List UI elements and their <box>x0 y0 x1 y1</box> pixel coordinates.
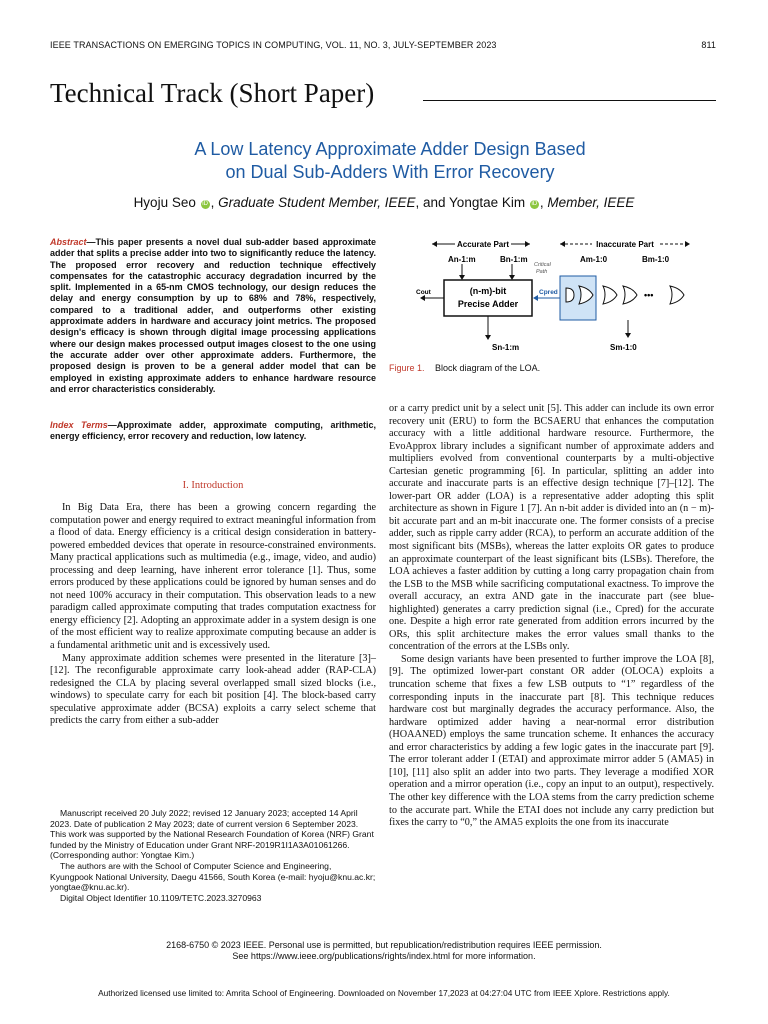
precise-adder-line2: Precise Adder <box>457 299 519 309</box>
footnote-affiliation: The authors are with the School of Computer Science and Engineering, Kyungpook National University, Daegu 41566, South Korea (e-mail: hyoju@knu.ac.kr; yongtae@knu.ac.kr). <box>50 860 376 893</box>
paper-title <box>60 138 720 184</box>
author-line: Hyoju Seo iD , Graduate Student Member, IEEE, and Yongtae Kim iD , Member, IEEE <box>133 195 635 210</box>
footnote-manuscript: Manuscript received 20 July 2022; revised 12 January 2023; accepted 14 April 2023. Date of publication 2 May 2023; date of current version 6 September 2023. This work was supported by the National Research Foundation of Korea (NRF) Grant funded by the Ministry of Education under Grant NRF-2019R1I1A3A01061266. (Corresponding author: Yongtae Kim.) <box>50 808 374 861</box>
figure-number: Figure 1. <box>389 363 425 373</box>
cout-label: Cout <box>416 289 431 296</box>
paragraph: In Big Data Era, there has been a growing concern regarding the computation power and energy required to extract meaningful information from a flood of data. Energy efficiency is a critical design consideration in battery-powered embedded devices that operate in resource-constrained environments. Many practical applications such as multimedia (e.g., image, video, and audio) processing and deep learning, have inherent error tolerance [1]. Thus, some errors produced by these applications could be ignored by human senses and do not need 100% accuracy in their computation. This observation leads to a new paradigm called approximate computing that trades computation exactness for energy efficiency [2]. Adopting an approximate adder in a system design is one of the most efficient way to realize approximate computing because an adder is a fundamental arithmetic unit and is excessively used. <box>50 502 376 652</box>
license-notice: Authorized licensed use limited to: Amrita School of Engineering. Downloaded on November 17,2023 at 04:27:04 UTC from IEEE Xplore. Restrictions apply. <box>98 988 670 998</box>
title-line-1: A Low Latency Approximate Adder Design Based <box>194 139 586 159</box>
input-a-low: Am-1:0 <box>580 255 608 264</box>
author-2-name: Yongtae Kim <box>449 195 526 210</box>
author-2-role: Member, IEEE <box>547 195 635 210</box>
or-gate-icon <box>623 286 637 304</box>
journal-name: IEEE TRANSACTIONS ON EMERGING TOPICS IN COMPUTING, VOL. 11, NO. 3, JULY-SEPTEMBER 2023 <box>50 40 497 50</box>
paragraph: Many approximate addition schemes were presented in the literature [3]–[12]. The reconfigurable approximate carry look-ahead adder (RAP-CLA) redesigned the CLA by placing several overlapped small sized blocks (i.e., windows) to speculate carry for each bit position [4]. The block-based carry speculative approximate adder (BCSA) exploits a carry select scheme that predicts the carry from either a sub-adder <box>50 652 376 727</box>
orcid-icon[interactable]: iD <box>202 201 208 207</box>
orcid-icon[interactable]: iD <box>531 201 538 207</box>
section-heading: I. Introduction <box>182 480 244 491</box>
and-gate-icon <box>566 288 574 302</box>
input-b-high: Bn-1:m <box>500 255 528 264</box>
path-label: Path <box>536 269 548 275</box>
track-rule <box>423 100 716 101</box>
output-s-high: Sn-1:m <box>492 343 520 352</box>
critical-label: Critical <box>534 262 551 268</box>
accurate-part-label: Accurate Part <box>456 240 510 249</box>
abstract-label: Abstract <box>50 237 87 247</box>
title-line-2: on Dual Sub-Adders With Error Recovery <box>225 162 555 182</box>
or-gate-icon <box>603 286 617 304</box>
author-1-name: Hyoju Seo <box>133 195 196 210</box>
inaccurate-part-label: Inaccurate Part <box>596 240 654 249</box>
paragraph: Some design variants have been presented to further improve the LOA [8], [9]. The optimized lower-part constant OR adder (OLOCA) exploits a truncation scheme that fixes a few LSB outputs to “1” regardless of the corresponding inputs in the inaccurate part [8]. This technique reduces hardware cost but marginally degrades the accuracy performance. Also, the hardware optimized adder having a near-normal error distribution (HOAANED) employs the same truncation scheme. It enhances the accuracy and error characteristics by adding a few logic gates in the inaccurate part [9]. The error tolerant adder I (ETAI) and approximate mirror adder 5 (AMA5) in [10], [11] also split an adder into two parts. They leverage a modified XOR operation and a mirror operation (i.e., copy an input to an output), respectively. The other key difference with the LOA stems from the carry prediction scheme to the accurate part. While the ETAI does not include any carry prediction but fixes the carry to “0,” the AMA5 exploits the one from its inaccurate <box>389 653 714 829</box>
figure-caption <box>389 363 540 373</box>
abstract-text: —This paper presents a novel dual sub-adder based approximate adder that splits a precise adder into two to significantly reduce the latency. The proposed error recovery and reduction technique effectively compensates for the catastrophic accuracy degradation incurred by the split. Implemented in a 65-nm CMOS technology, our design reduces the delay and energy consumption by up to 68% and 78%, respectively, compared to a traditional adder, and outperforms other existing approximate adders in hardware and accuracy joint metrics. The proposed design's efficacy is shown through digital image processing applications where our design makes processed output images closest to the one using the accurate adder over other approximate adders. Furthermore, the proposed design is proven to be a general adder model that can be employed in existing approximate adders to enhance hardware resource and error characteristics considerably. <box>50 237 376 394</box>
paragraph: or a carry predict unit by a select unit [5]. This adder can include its own error recovery unit (ERU) to form the BCSAERU that enhances the computation accuracy with a little additional hardware resource. Furthermore, the EvoApprox library includes a significant number of approximate adders and multipliers evolved from conventional counterparts by a multi-objective Cartesian genetic programming [6]. In particular, splitting an adder into accurate and inaccurate parts is an effective design technique [7]–[12]. The lower-part OR adder (LOA) is a representative adder adopting this split architecture as shown in Figure 1 [7]. An n-bit adder is divided into an (n − m)-bit accurate part and an m-bit inaccurate one. The former consists of a precise adder, such as ripple carry adder (RCA), to perform an accurate addition of the most significant bits (MSBs), whereas the latter exploits OR gates to produce an approximate counterpart of the least significant bits (LSBs). Therefore, the LOA achieves a faster addition by cutting a long carry propagation chain from the LSB to the MSB while sacrificing computational exactness. To improve the overall accuracy, an extra AND gate in the inaccurate part (see blue-highlighted) generates a carry prediction signal (i.e., Cpred) for the accurate one. Despite a high error rate generated from addition errors incurred by the ORs, this split architecture makes the error values small thanks to the concentration of the errors at the LSBs only. <box>389 403 714 653</box>
precise-adder-line1: (n-m)-bit <box>469 286 507 296</box>
index-terms <box>50 420 376 443</box>
footnote-doi: Digital Object Identifier 10.1109/TETC.2023.3270963 <box>60 892 262 903</box>
abstract <box>50 237 376 395</box>
copyright-line-2: See https://www.ieee.org/publications/rights/index.html for more information. <box>232 951 536 961</box>
input-b-low: Bm-1:0 <box>642 255 670 264</box>
author-1-role: Graduate Student Member, IEEE <box>218 195 416 210</box>
copyright-notice <box>50 940 718 962</box>
figure-caption-text: Block diagram of the LOA. <box>435 363 541 373</box>
ellipsis: ••• <box>644 290 654 300</box>
track-label: Technical Track (Short Paper) <box>50 78 375 108</box>
introduction-body <box>50 502 376 728</box>
index-terms-label: Index Terms <box>50 420 108 430</box>
copyright-line-1: 2168-6750 © 2023 IEEE. Personal use is permitted, but republication/redistribution requires IEEE permission. <box>166 940 602 950</box>
or-gate-icon <box>670 286 684 304</box>
right-column-body <box>389 403 714 830</box>
input-a-high: An-1:m <box>448 255 476 264</box>
figure-1-diagram <box>400 236 700 356</box>
cpred-label: Cpred <box>539 289 558 296</box>
page-number: 811 <box>701 40 716 50</box>
output-s-low: Sm-1:0 <box>610 343 637 352</box>
footnote <box>50 808 376 903</box>
index-terms-text: —Approximate adder, approximate computing, arithmetic, energy efficiency, error recovery and reduction, low latency. <box>50 420 376 442</box>
